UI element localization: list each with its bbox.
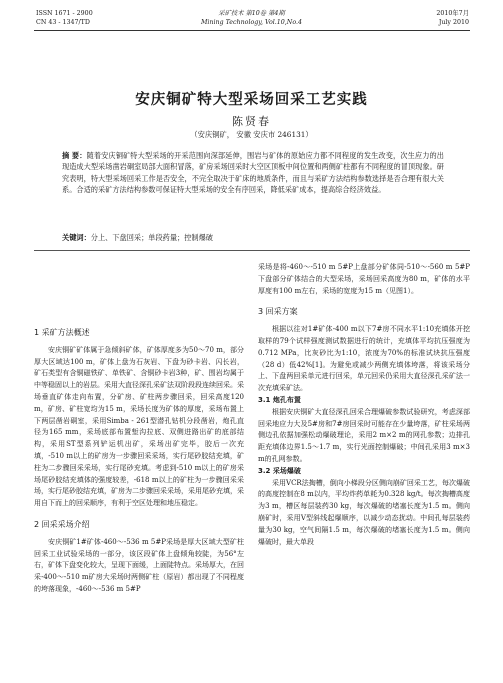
keywords-label: 关键词：	[62, 233, 91, 242]
section-heading-2: 2 回采采场介绍	[34, 519, 90, 529]
cn-number: CN 43 - 1347/TD	[36, 18, 90, 26]
paragraph-stope-intro: 安庆铜矿1#矿体-460～-536 m 5#P采场是厚大区域大型矿柱回采工业试验采场的一部分，该区段矿体上盘倾角较陡，为56°左右，矿体下盘变化较大，呈现下面缓，上面陡特点。采场厚大，在回采-400～-510 m矿房大采场时两侧矿柱（原岩）都出现了不同程度的垮落现象，-460～-536 m 5#P	[34, 537, 244, 593]
paper-title: 安庆铜矿特大型采场回采工艺实践	[135, 92, 368, 108]
paragraph-hole-layout: 根据安庆铜矿大直径深孔回采合理爆破参数试验研究，考虑深部回采地应力大及5#房和7#房回采时可能存在少量垮落，矿柱采场两侧边孔依据加强松动爆破理论，采用2 m×2 m的网孔参数；边排孔距充填体边界1.5～1.7 m，实行光面控制爆破；中间孔采用3 m×3 m的孔网参数。	[258, 407, 470, 463]
body-divider	[34, 250, 470, 251]
issue-date	[436, 10, 469, 27]
right-column	[258, 262, 470, 548]
abstract-text: 随着安庆铜矿特大型采场的开采范围向深部延伸，围岩与矿体的原始应力都不同程度的发生改变，次生应力的出现造成大型采场凿岩硐室局部大面积冒落，矿房采场回采时大空区顶板中间位置和两侧矿柱都有不同程度的冒顶现象。研究表明，特大型采场回采工作是否安全，不完全取决于矿床的地质条件，而且与采矿方法结构参数选择是否合理有很大关系。合适的采矿方法结构参数可保证特大型采场的安全有序回采，降低采矿成本，提高综合经济效益。	[62, 151, 444, 194]
affiliation: （安庆铜矿， 安徽 安庆市 246131）	[190, 130, 313, 139]
journal-title-en: Mining Technology, Vol.10,No.4	[200, 18, 303, 26]
paragraph-stope-continued: 采场是将-460～-510 m 5#P上盘部分矿体同-510～-560 m 5#P下盘部分矿体结合的大型采场，采场回采高度为80 m，矿体的水平厚度有100 m左右，采场的宽度为15 m（见图1）。	[258, 263, 470, 295]
abstract-label: 摘 要：	[62, 151, 87, 160]
left-column	[34, 262, 244, 596]
subsection-heading-3-1: 3.1 炮孔布置	[258, 395, 301, 404]
date-cn: 2010年7月	[436, 10, 469, 17]
keywords-text: 分上、下盘回采；单段药量；控制爆破	[90, 233, 213, 242]
abstract	[62, 150, 444, 195]
journal-name	[0, 10, 503, 27]
paragraph-method-overview: 安庆铜矿矿体属于急倾斜矿体，矿体厚度多为50～70 m，部分厚大区域达100 m，矿体上盘为石灰岩、下盘为砂卡岩、闪长岩，矿石类型有含铜磁铁矿、单铁矿、含铜砂卡岩3种，矿、围岩均属于中等稳固以上的岩层。采用大直径深孔采矿法双阶段段连续回采。采场垂直矿体走向布置，分矿房、矿柱两步骤回采，回采高度120 m，矿房、矿柱宽均为15 m，采场长度为矿体的厚度，采场布置上下两层凿岩硐室，采用Simba - 261型潜孔钻机分段凿岩，炮孔直径为165 mm，采场底部布置堑沟拉底、双侧进路出矿的底部结构，采用ST型系列铲运机出矿，采场出矿完毕，胶后一次充填，-510 m以上的矿房为一步骤回采采场，实行尾砂胶结充填，矿柱为二步骤回采采场，实行尾砂充填。考虑到-510 m以上的矿房采场尾砂胶结充填体的强度较差，-618 m以上的矿柱为一步骤回采采场，实行尾砂胶结充填，矿房为二步骤回采采场，采用尾砂充填，采用自下而上的回采顺序，有利于空区处理和地压稳定。	[34, 345, 244, 508]
subsection-heading-3-2: 3.2 采场爆破	[258, 466, 301, 475]
section-heading-3: 3 回采方案	[258, 307, 298, 317]
header-divider	[34, 30, 470, 31]
author-name: 陈贤春	[232, 115, 271, 128]
keywords	[62, 233, 444, 243]
date-en: July 2010	[438, 18, 469, 26]
issn: ISSN 1671 - 2900	[36, 10, 93, 17]
section-heading-1: 1 采矿方法概述	[34, 328, 90, 337]
journal-title-cn: 采矿技术 第10卷 第4期	[218, 10, 285, 17]
paragraph-mining-plan: 根据以往对1#矿体-400 m以下7#房不同水平1:10充填体开挖取样的79个试样强度测试数据进行的统计，充填体平均抗压强度为0.712 MPa，比灰砂比为1:10，浓度为70%的标准试块抗压强度（28 d）低42%[1]。为避免或减少两侧充填体垮落，将该采场分上、下盘两回采单元进行回采，单元回采仍采用大直径深孔采矿法一次充填采矿法。	[258, 325, 470, 393]
paragraph-blasting: 采用VCR法掏槽，倒向小梯段分区侧向崩矿回采工艺，每次爆破的高度控制在8 m以内，平均炸药单耗为0.328 kg/t。每次掏槽高度为3 m，槽区每层装药30 kg，每次爆破的堵塞长度为1.5 m。侧向崩矿时，采用V型斜线起爆顺序，以减少动态扰动。中间孔每层装药量为30 kg，空气间隔1.5 m，每次爆破的堵塞长度为1.5 m。侧向爆破时，最大单段	[258, 478, 470, 546]
